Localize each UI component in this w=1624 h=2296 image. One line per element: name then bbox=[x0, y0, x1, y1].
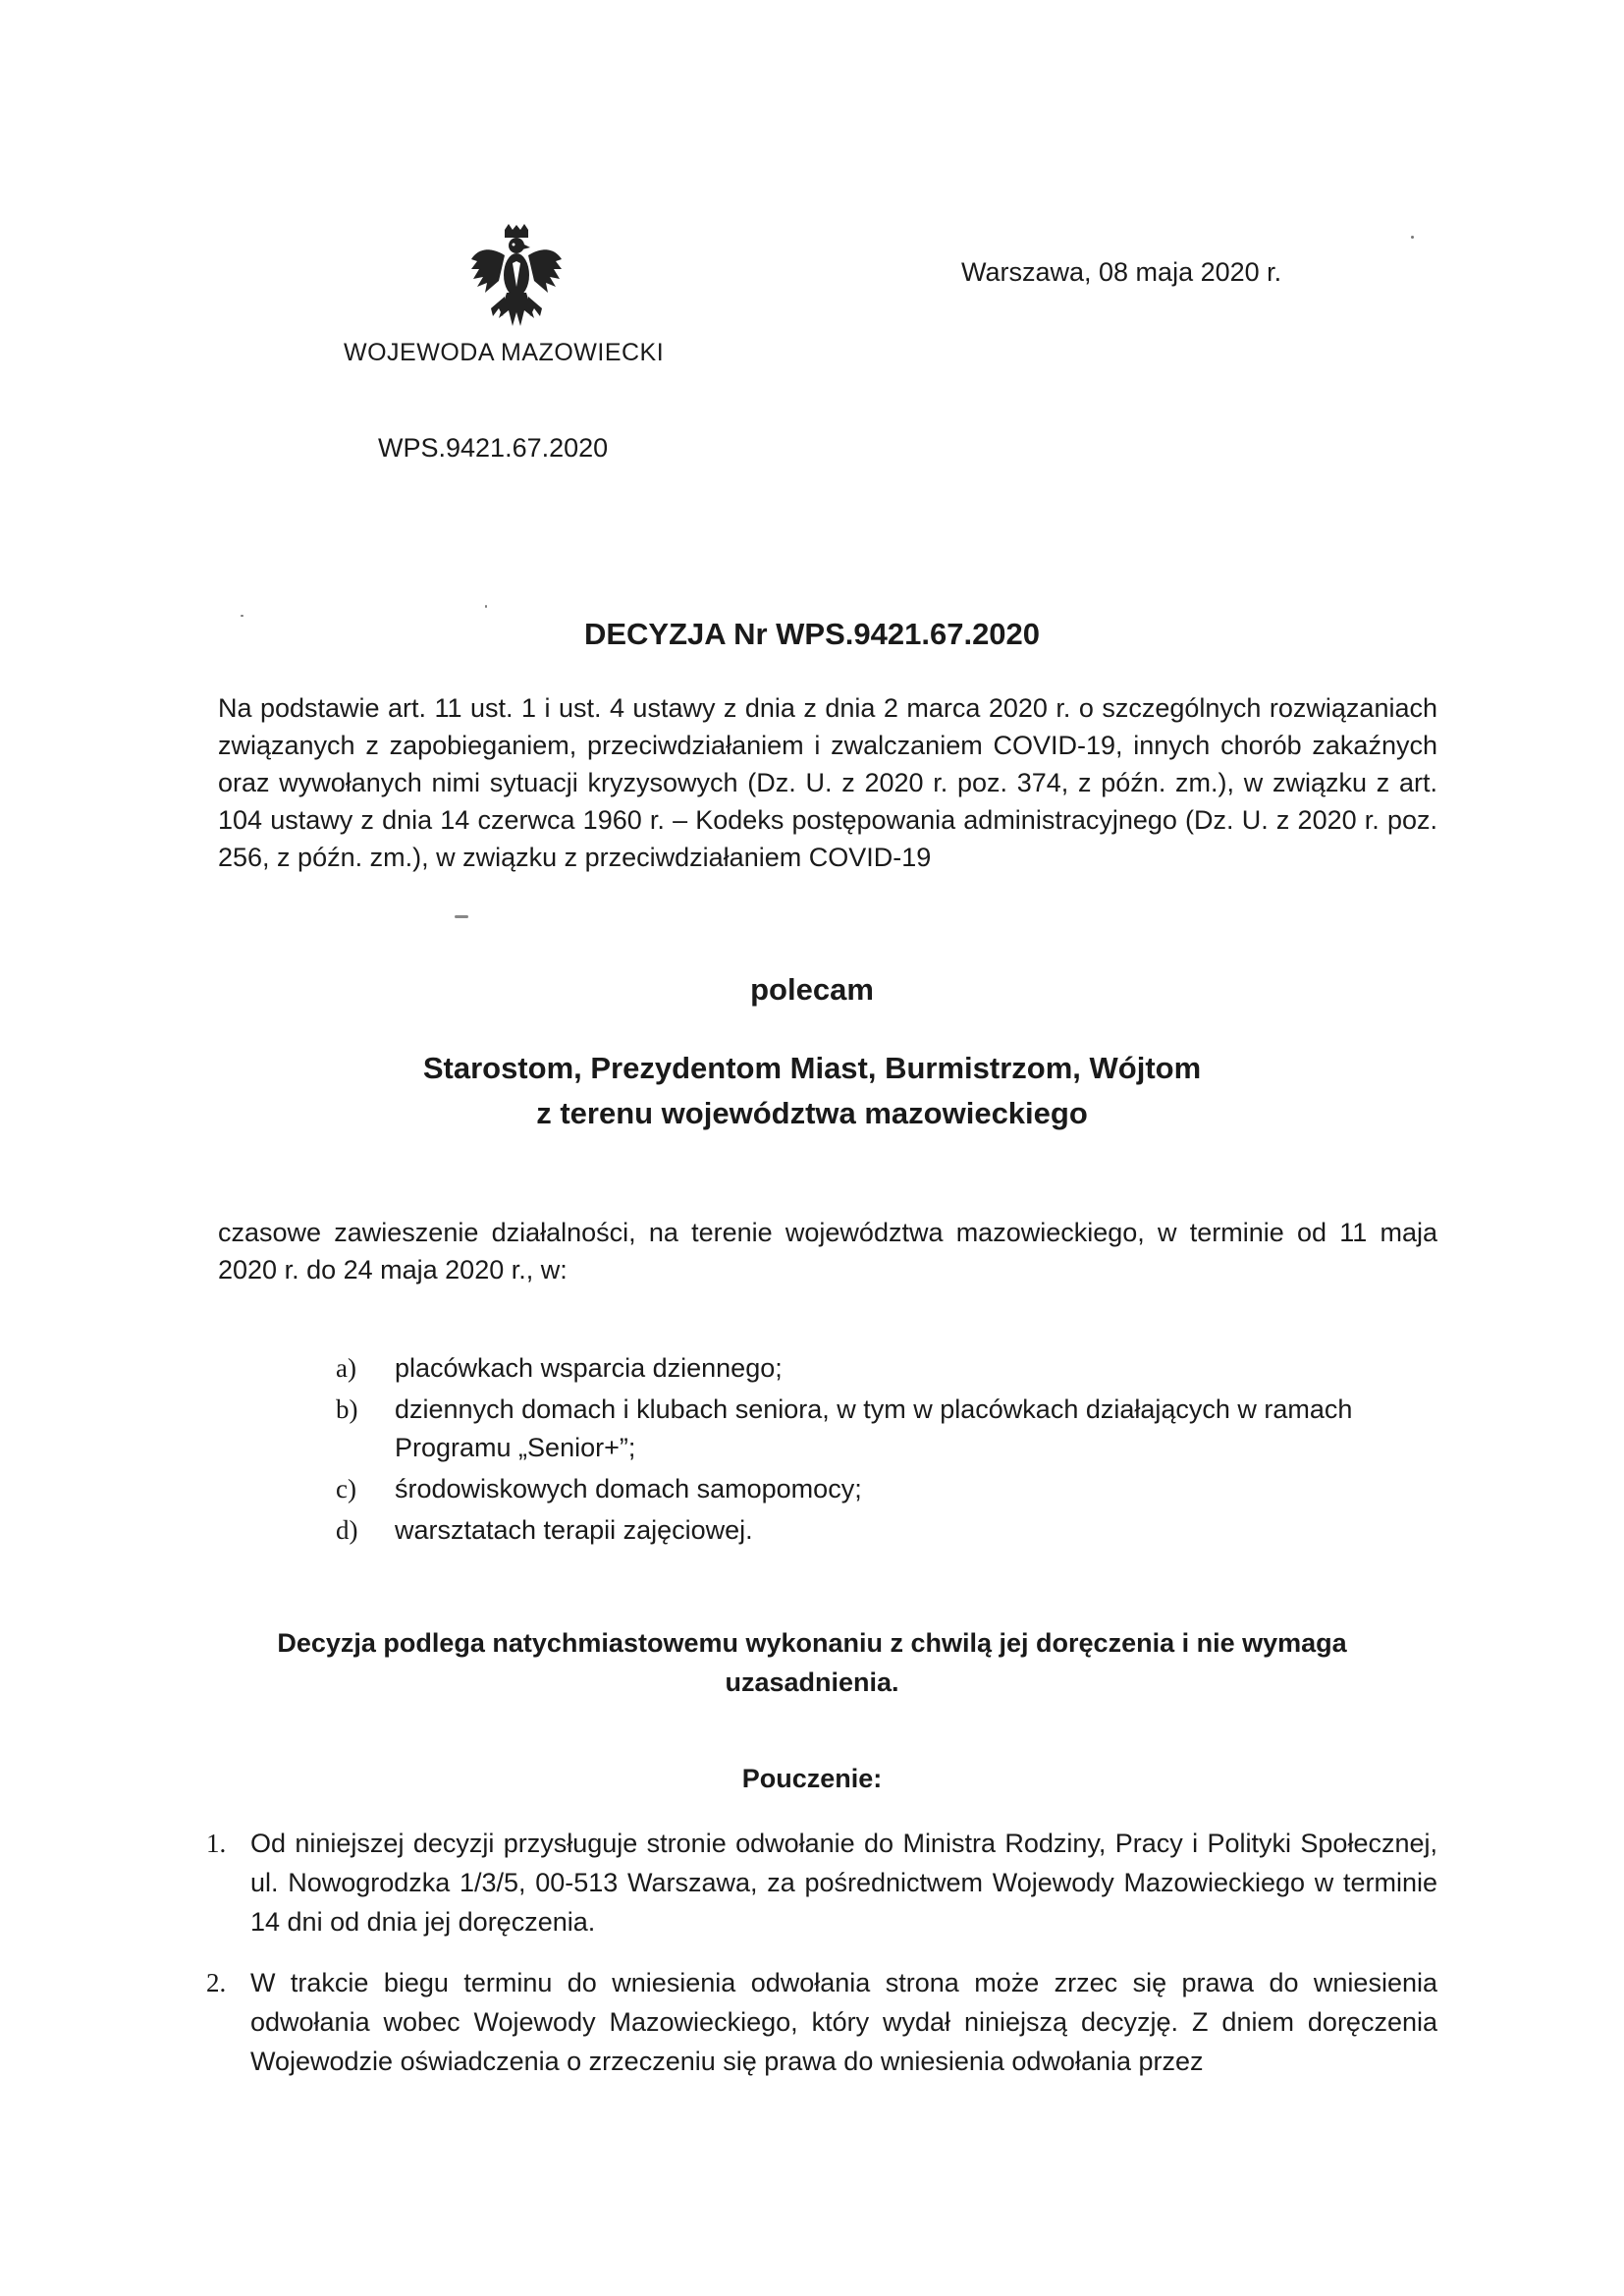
immediate-execution-notice bbox=[0, 1623, 1624, 1702]
list-marker: d) bbox=[336, 1515, 358, 1545]
case-reference: WPS.9421.67.2020 bbox=[378, 433, 609, 463]
addressees-line-2: z terenu województwa mazowieckiego bbox=[536, 1096, 1088, 1130]
list-marker: b) bbox=[336, 1394, 358, 1424]
list-item-text: W trakcie biegu terminu do wniesienia odwołania strona może zrzec się prawa do wniesienia odwołania wobec Wojewody Mazowieckiego, który wydał niniejszą decyzję. Z dniem doręczenia Wojewodzie oświadczenia o zrzeczeniu się prawa do wniesienia odwołania przez bbox=[250, 1968, 1437, 2076]
list-item-text: placówkach wsparcia dziennego; bbox=[395, 1353, 783, 1383]
execution-line-1: Decyzja podlega natychmiastowemu wykonaniu z chwilą jej doręczenia i nie wymaga bbox=[277, 1628, 1347, 1658]
list-item bbox=[336, 1511, 1435, 1550]
list-item bbox=[336, 1349, 1435, 1388]
addressees-line-1: Starostom, Prezydentom Miast, Burmistrzom, Wójtom bbox=[422, 1051, 1202, 1085]
instructions-heading: Pouczenie: bbox=[741, 1764, 883, 1793]
execution-line-2: uzasadnienia. bbox=[725, 1667, 899, 1697]
list-item bbox=[206, 1963, 1437, 2081]
list-number: 1. bbox=[206, 1829, 227, 1858]
list-item-text: dziennych domach i klubach seniora, w tym w placówkach działających w ramach Programu „Senior+”; bbox=[395, 1394, 1353, 1462]
polish-eagle-emblem-icon bbox=[469, 224, 564, 340]
instructions-list bbox=[206, 1824, 1437, 2103]
list-item bbox=[206, 1824, 1437, 1941]
scan-speck bbox=[1411, 236, 1414, 239]
list-item-text: Od niniejszej decyzji przysługuje stronie odwołanie do Ministra Rodziny, Pracy i Polityki Społecznej, ul. Nowogrodzka 1/3/5, 00-513 Warszawa, za pośrednictwem Wojewody Mazowieckiego w terminie 14 dni od dnia jej doręczenia. bbox=[250, 1829, 1437, 1937]
list-item bbox=[336, 1470, 1435, 1508]
scan-speck bbox=[455, 915, 468, 918]
list-item bbox=[336, 1391, 1435, 1467]
scan-speck bbox=[485, 605, 487, 608]
issuer-name: WOJEWODA MAZOWIECKI bbox=[344, 339, 665, 366]
facilities-list bbox=[336, 1349, 1435, 1553]
list-number: 2. bbox=[206, 1968, 227, 1997]
suspension-paragraph: czasowe zawieszenie działalności, na terenie województwa mazowieckiego, w terminie od 11 maja 2020 r. do 24 maja 2020 r., w: bbox=[218, 1218, 1437, 1285]
document-date: Warszawa, 08 maja 2020 r. bbox=[961, 257, 1282, 287]
list-marker: a) bbox=[336, 1353, 356, 1383]
list-item-text: warsztatach terapii zajęciowej. bbox=[395, 1515, 753, 1545]
list-marker: c) bbox=[336, 1474, 356, 1503]
addressees bbox=[0, 1046, 1624, 1136]
decision-title: DECYZJA Nr WPS.9421.67.2020 bbox=[583, 617, 1041, 651]
scan-speck bbox=[241, 615, 244, 617]
legal-basis-paragraph: Na podstawie art. 11 ust. 1 i ust. 4 ustawy z dnia z dnia 2 marca 2020 r. o szczególnych rozwiązaniach związanych z zapobieganiem, przeciwdziałaniem i zwalczaniem COVID-19, innych chorób zakaźnych oraz wywołanych nimi sytuacji kryzysowych (Dz. U. z 2020 r. poz. 374, z późn. zm.), w związku z art. 104 ustawy z dnia 14 czerwca 1960 r. – Kodeks postępowania administracyjnego (Dz. U. z 2020 r. poz. 256, z późn. zm.), w związku z przeciwdziałaniem COVID-19 bbox=[218, 693, 1437, 872]
order-heading: polecam bbox=[750, 972, 874, 1007]
list-item-text: środowiskowych domach samopomocy; bbox=[395, 1474, 862, 1503]
